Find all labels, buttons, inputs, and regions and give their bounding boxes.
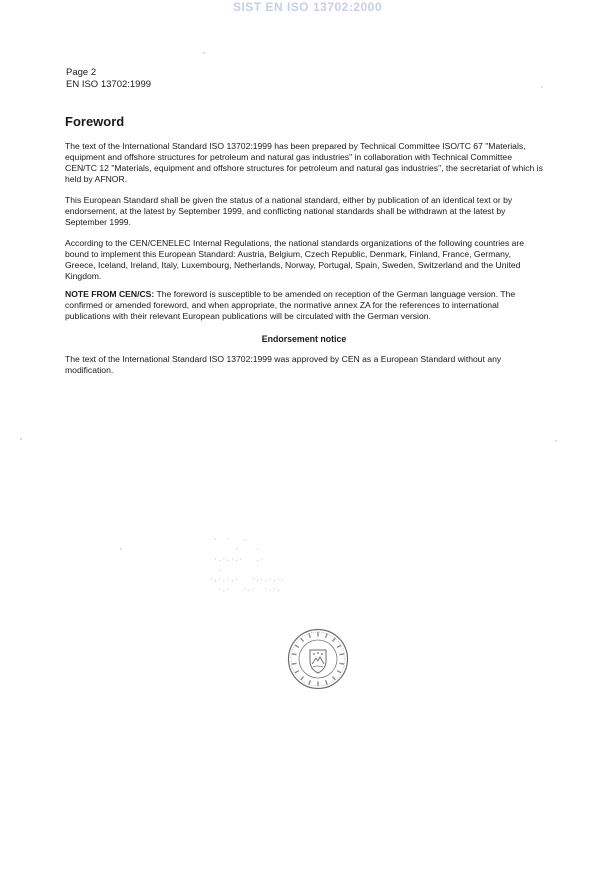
scan-speck (555, 440, 557, 442)
official-stamp-seal-icon (287, 628, 349, 690)
document-id: EN ISO 13702:1999 (66, 79, 152, 90)
page-header (66, 67, 151, 91)
scan-speck (120, 548, 122, 550)
scan-speck (203, 52, 205, 54)
scan-speck (541, 86, 543, 88)
endorsement-heading: Endorsement notice (261, 334, 347, 344)
note-paragraph (65, 289, 543, 322)
watermark: SIST EN ISO 13702:2000 (232, 0, 383, 14)
scan-artifacts: · · . · · ·.·.·.· .· . ·.·.·.· ·.·.·.·. ·.· ·.· ·.·. (209, 536, 285, 594)
page-number: Page 2 (66, 67, 97, 78)
endorsement-paragraph: The text of the International Standard ISO 13702:1999 was approved by CEN as a European Standard without any modification. (65, 354, 502, 375)
foreword-paragraph-1: The text of the International Standard ISO 13702:1999 has been prepared by Technical Committee ISO/TC 67 "Materials, equipment and offshore structures for petroleum and natural gas industries" in collaboration with Technical Committee CEN/TC 12 "Materials, equipment and offshore structures for petroleum and natural gas industries", the secretariat of which is held by AFNOR. (65, 141, 543, 184)
foreword-paragraph-3: According to the CEN/CENELEC Internal Regulations, the national standards organizations of the following countries are bound to implement this European Standard: Austria, Belgium, Czech Republic, Denmark, Finland, France, Germany, Greece, Iceland, Ireland, Italy, Luxembourg, Netherlands, Norway, Portugal, Spain, Sweden, Switzerland and the United Kingdom. (65, 238, 525, 281)
note-text: The foreword is susceptible to be amended on reception of the German language version. The confirmed or amended foreword, and when appropriate, the normative annex ZA for the references to international publications with their relevant European publications will be circulated with the German version. (65, 289, 516, 321)
scan-speck (20, 438, 22, 440)
note-label: NOTE FROM CEN/CS: (65, 289, 155, 299)
foreword-paragraph-2: This European Standard shall be given the status of a national standard, either by publication of an identical text or by endorsement, at the latest by September 1999, and conflicting national standards shall be withdrawn at the latest by September 1999. (65, 195, 513, 227)
foreword-heading: Foreword (65, 114, 125, 129)
